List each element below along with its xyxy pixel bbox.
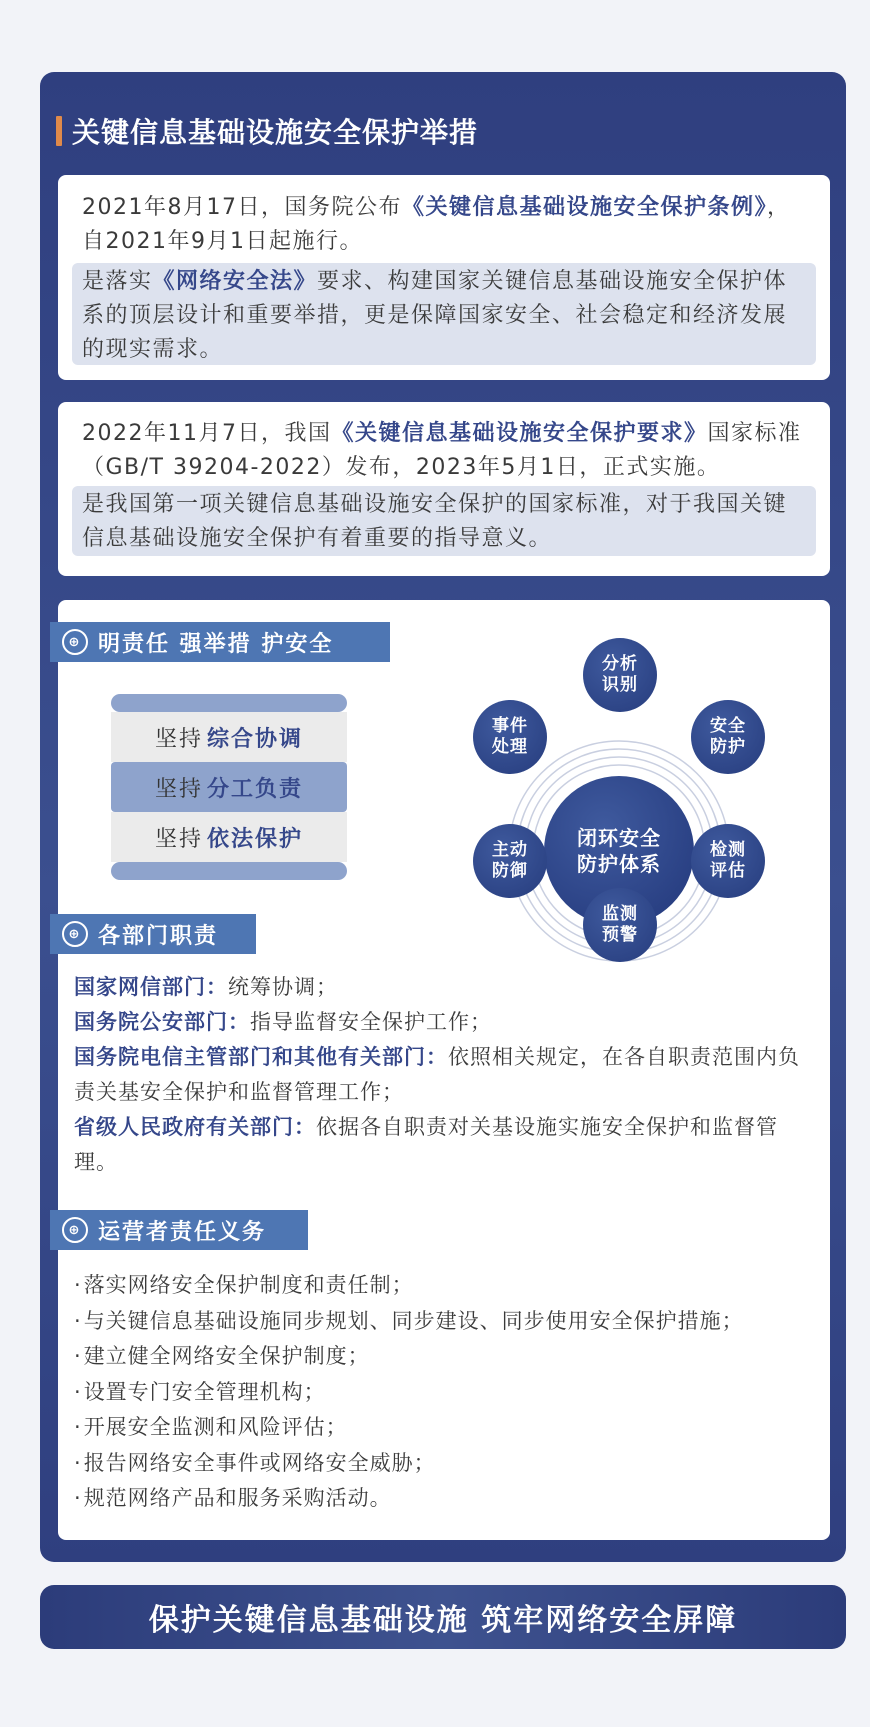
- shield-icon: ⊕: [62, 1217, 88, 1243]
- principle-key: 分工负责: [207, 776, 304, 802]
- list-item: · 建立健全网络安全保护制度；: [74, 1339, 814, 1375]
- diagram-node: 检测评估: [691, 824, 765, 898]
- list-item: · 与关键信息基础设施同步规划、同步建设、同步使用安全保护措施；: [74, 1304, 814, 1340]
- protection-cycle-diagram: [443, 638, 746, 978]
- shield-icon: ⊕: [62, 629, 88, 655]
- duty-item: [74, 1040, 814, 1110]
- section-tag-operators: [50, 1210, 308, 1250]
- section-tag-departments: [50, 914, 256, 954]
- standard-text: 2022年11月7日，我国: [82, 421, 332, 446]
- duty-item: [74, 1005, 814, 1040]
- department-name: 省级人民政府有关部门：: [74, 1115, 316, 1139]
- standard-announcement: [82, 417, 812, 485]
- department-duty: 统筹协调；: [228, 975, 338, 999]
- diagram-node: 事件处理: [473, 700, 547, 774]
- list-item: · 规范网络产品和服务采购活动。: [74, 1481, 814, 1517]
- footer-slogan: 保护关键信息基础设施 筑牢网络安全屏障: [40, 1585, 846, 1649]
- list-item: · 落实网络安全保护制度和责任制；: [74, 1268, 814, 1304]
- standard-name: 《关键信息基础设施安全保护要求》: [331, 421, 708, 446]
- principle-prefix: 坚持: [154, 726, 203, 752]
- regulation-text-tail: ，自2021年9月1日起施行。: [82, 195, 791, 254]
- shield-icon: ⊕: [62, 921, 88, 947]
- standard-significance: 是我国第一项关键信息基础设施安全保护的国家标准，对于我国关键信息基础设施安全保护有着重要的指导意义。: [72, 486, 816, 556]
- regulation-text: 2021年8月17日，国务院公布: [82, 195, 402, 220]
- section-title: 运营者责任义务: [98, 1219, 267, 1245]
- diagram-center: 闭环安全防护体系: [544, 776, 694, 926]
- principle-prefix: 坚持: [154, 776, 203, 802]
- principle-key: 依法保护: [207, 826, 304, 852]
- regulation-significance: [72, 263, 816, 365]
- stack-top-cap: [111, 694, 347, 712]
- operator-obligations: [74, 1268, 814, 1517]
- department-name: 国家网信部门：: [74, 975, 228, 999]
- page-title-text: 关键信息基础设施安全保护举措: [72, 116, 479, 149]
- title-accent-bar: [56, 116, 62, 146]
- principles-stack: [111, 694, 347, 880]
- diagram-node: 安全防护: [691, 700, 765, 774]
- principle-item: [111, 712, 347, 762]
- section-title: 明责任 强举措 护安全: [98, 631, 334, 657]
- diagram-node: 主动防御: [473, 824, 547, 898]
- regulation-card: [58, 175, 830, 380]
- regulation-name: 《关键信息基础设施安全保护条例》: [401, 195, 767, 220]
- list-item: · 报告网络安全事件或网络安全威胁；: [74, 1446, 814, 1482]
- measures-card: [58, 600, 830, 1540]
- department-duty: 依照相关规定，在各自职责范围内负责关基安全保护和监督管理工作；: [74, 1045, 800, 1104]
- standard-card: [58, 402, 830, 576]
- significance-text: 是落实: [82, 269, 153, 294]
- list-item: · 开展安全监测和风险评估；: [74, 1410, 814, 1446]
- diagram-node: 监测预警: [583, 888, 657, 962]
- department-duty: 指导监督安全保护工作；: [250, 1010, 492, 1034]
- diagram-node: 分析识别: [583, 638, 657, 712]
- stack-bottom-cap: [111, 862, 347, 880]
- principle-key: 综合协调: [207, 726, 304, 752]
- standard-text-tail: 国家标准（GB/T 39204-2022）发布，2023年5月1日，正式实施。: [82, 421, 802, 480]
- law-name: 《网络安全法》: [152, 269, 318, 294]
- department-name: 国务院电信主管部门和其他有关部门：: [74, 1045, 448, 1069]
- section-title: 各部门职责: [98, 923, 219, 949]
- duty-item: [74, 970, 814, 1005]
- department-duty: 依据各自职责对关基设施实施安全保护和监督管理。: [74, 1115, 778, 1174]
- duty-item: [74, 1110, 814, 1180]
- principle-prefix: 坚持: [154, 826, 203, 852]
- principle-item: [111, 762, 347, 812]
- significance-text-tail: 要求、构建国家关键信息基础设施安全保护体系的顶层设计和重要举措，更是保障国家安全、社会稳定和经济发展的现实需求。: [82, 269, 788, 362]
- section-tag-responsibility: [50, 622, 390, 662]
- page-title: [56, 112, 478, 150]
- department-duties: [74, 970, 814, 1180]
- regulation-announcement: [82, 191, 812, 259]
- list-item: · 设置专门安全管理机构；: [74, 1375, 814, 1411]
- principle-item: [111, 812, 347, 862]
- department-name: 国务院公安部门：: [74, 1010, 250, 1034]
